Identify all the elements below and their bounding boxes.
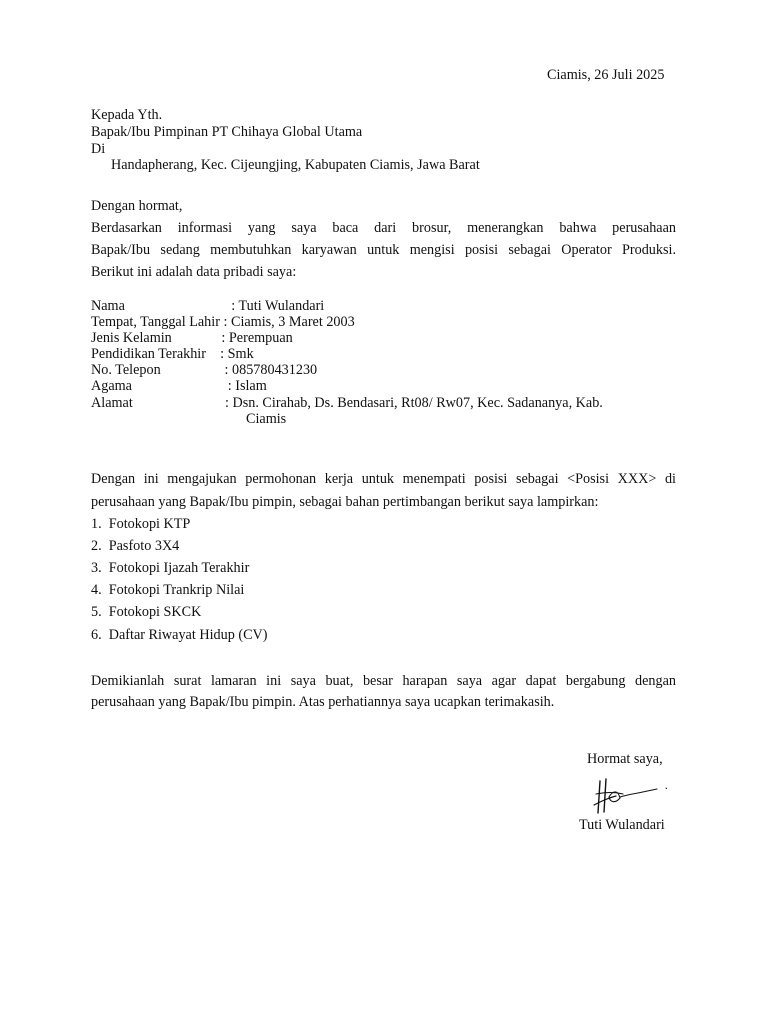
text-line: Bapak/Ibu Pimpinan PT Chihaya Global Utama — [91, 124, 363, 140]
text-line: Alamat : Dsn. Cirahab, Ds. Bendasari, Rt08/ Rw07, Kec. Sadananya, Kab. — [91, 395, 603, 411]
text-line: 6. Daftar Riwayat Hidup (CV) — [91, 627, 268, 643]
text-line: 2. Pasfoto 3X4 — [91, 538, 180, 554]
text-line: perusahaan yang Bapak/Ibu pimpin, sebagai bahan pertimbangan berikut saya lampirkan: — [91, 494, 599, 510]
text-line: Agama : Islam — [91, 378, 267, 394]
text-line: Bapak/Ibu sedang membutuhkan karyawan untuk mengisi posisi sebagai Operator Produksi. — [91, 242, 676, 258]
text-line: Jenis Kelamin : Perempuan — [91, 330, 293, 346]
text-line: Berikut ini adalah data pribadi saya: — [91, 264, 297, 280]
text-line: Di — [91, 141, 106, 157]
text-line: Dengan ini mengajukan permohonan kerja untuk menempati posisi sebagai <Posisi XXX> di — [91, 471, 676, 487]
text-line: Tuti Wulandari — [579, 817, 665, 833]
text-line: 3. Fotokopi Ijazah Terakhir — [91, 560, 250, 576]
text-line: perusahaan yang Bapak/Ibu pimpin. Atas perhatiannya saya ucapkan terimakasih. — [91, 694, 555, 710]
text-line: Tempat, Tanggal Lahir : Ciamis, 3 Maret 2003 — [91, 314, 355, 330]
text-line: Ciamis — [246, 411, 287, 427]
text-line: 1. Fotokopi KTP — [91, 516, 191, 532]
text-line: Demikianlah surat lamaran ini saya buat, besar harapan saya agar dapat bergabung dengan — [91, 673, 676, 689]
text-line: Pendidikan Terakhir : Smk — [91, 346, 254, 362]
text-line: Ciamis, 26 Juli 2025 — [547, 67, 665, 83]
text-line: 4. Fotokopi Trankrip Nilai — [91, 582, 245, 598]
text-line: Berdasarkan informasi yang saya baca dari brosur, menerangkan bahwa perusahaan — [91, 220, 676, 236]
text-line: No. Telepon : 085780431230 — [91, 362, 318, 378]
text-line: Nama : Tuti Wulandari — [91, 298, 325, 314]
text-line: Handapherang, Kec. Cijeungjing, Kabupaten Ciamis, Jawa Barat — [111, 157, 480, 173]
signature-image — [584, 777, 672, 815]
text-line: Hormat saya, — [587, 751, 663, 767]
text-line: 5. Fotokopi SKCK — [91, 604, 202, 620]
text-line: Dengan hormat, — [91, 198, 183, 214]
text-line: Kepada Yth. — [91, 107, 163, 123]
